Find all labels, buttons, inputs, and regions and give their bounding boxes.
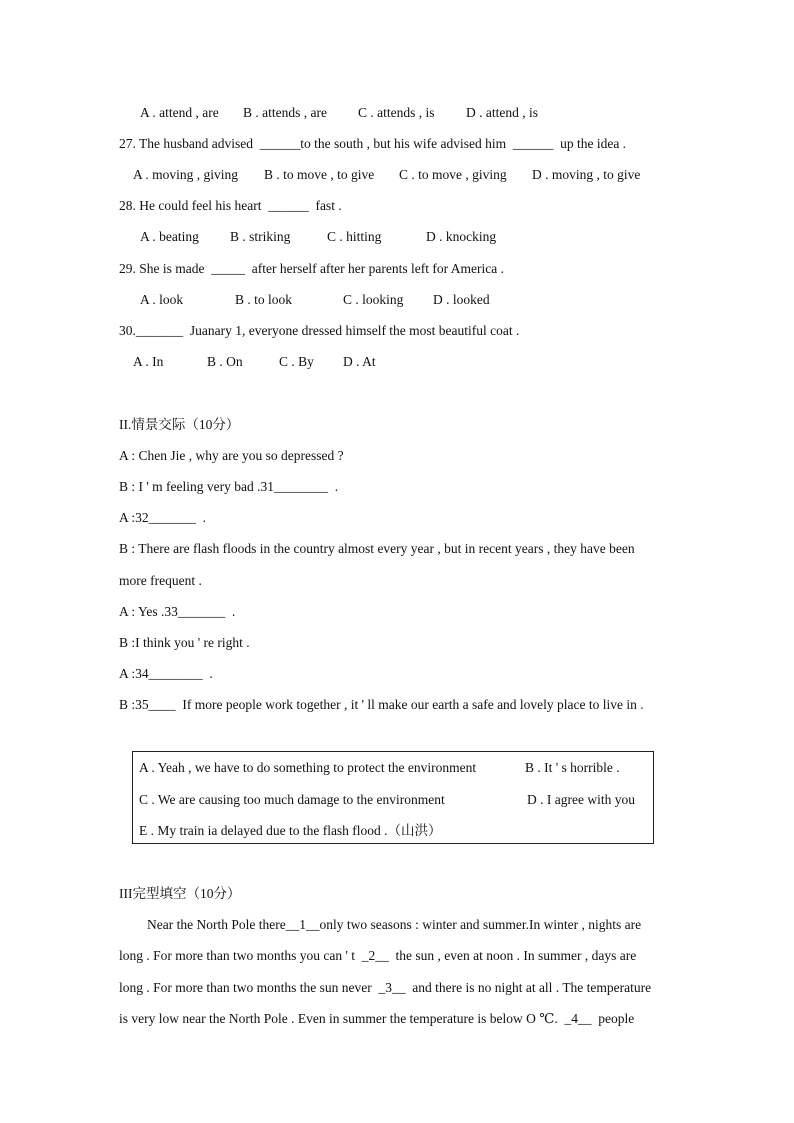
dialogue-line: more frequent . — [119, 573, 202, 588]
dialogue-line: A : Chen Jie , why are you so depressed ? — [119, 448, 344, 463]
q27-option-a: A . moving , giving — [133, 167, 239, 182]
q30-stem: 30._______ Juanary 1, everyone dressed himself the most beautiful coat . — [119, 323, 520, 338]
cloze-line: is very low near the North Pole . Even in summer the temperature is below O ℃. _4__ people — [119, 1011, 635, 1026]
q27-stem: 27. The husband advised ______to the south , but his wife advised him ______ up the idea . — [119, 136, 627, 151]
q27-option-c: C . to move , giving — [399, 167, 507, 182]
q28-option-b: B . striking — [230, 229, 291, 244]
q26-option-d: D . attend , is — [466, 105, 538, 120]
cloze-line: Near the North Pole there__1__only two seasons : winter and summer.In winter , nights are — [147, 917, 642, 932]
dialogue-line: B : There are flash floods in the country almost every year , but in recent years , they have been — [119, 541, 635, 556]
q29-option-c: C . looking — [343, 292, 404, 307]
q29-option-b: B . to look — [235, 292, 293, 307]
q29-option-a: A . look — [140, 292, 184, 307]
q27-option-d: D . moving , to give — [532, 167, 641, 182]
dialogue-line: A : Yes .33_______ . — [119, 604, 236, 619]
cloze-line: long . For more than two months you can ' t _2__ the sun , even at noon . In summer , days are — [119, 948, 637, 963]
q29-option-d: D . looked — [433, 292, 490, 307]
dialogue-line: A :34________ . — [119, 666, 213, 681]
dialogue-line: B :I think you ' re right . — [119, 635, 250, 650]
cloze-blank[interactable]: _2__ — [361, 948, 389, 963]
choice-a: A . Yeah , we have to do something to protect the environment — [139, 760, 477, 775]
q30-option-d: D . At — [343, 354, 376, 369]
choice-c: C . We are causing too much damage to the environment — [139, 792, 445, 807]
q28-option-c: C . hitting — [327, 229, 382, 244]
cloze-line: long . For more than two months the sun never _3__ and there is no night at all . The temperature — [119, 980, 652, 995]
q28-stem: 28. He could feel his heart ______ fast . — [119, 198, 342, 213]
q29-stem: 29. She is made _____ after herself after her parents left for America . — [119, 261, 504, 276]
q26-option-a: A . attend , are — [140, 105, 219, 120]
q30-option-a: A . In — [133, 354, 164, 369]
section-2-heading: II.情景交际（10分） — [119, 417, 240, 432]
dialogue-line: B : I ' m feeling very bad .31________ . — [119, 479, 339, 494]
dialogue-line: B :35____ If more people work together , it ' ll make our earth a safe and lovely place to live in . — [119, 697, 644, 712]
dialogue-line: A :32_______ . — [119, 510, 207, 525]
q27-option-b: B . to move , to give — [264, 167, 375, 182]
cloze-blank[interactable]: _3__ — [378, 980, 406, 995]
choice-b: B . It ' s horrible . — [525, 760, 620, 775]
q26-option-b: B . attends , are — [243, 105, 327, 120]
q30-option-c: C . By — [279, 354, 314, 369]
cloze-blank[interactable]: __1__ — [285, 917, 320, 932]
q30-option-b: B . On — [207, 354, 243, 369]
choice-e: E . My train ia delayed due to the flash flood .（山洪） — [139, 823, 442, 838]
choice-d: D . I agree with you — [527, 792, 635, 807]
q28-option-d: D . knocking — [426, 229, 497, 244]
q28-option-a: A . beating — [140, 229, 199, 244]
q26-option-c: C . attends , is — [358, 105, 435, 120]
section-3-heading: III完型填空（10分） — [119, 886, 241, 901]
cloze-blank[interactable]: _4__ — [564, 1011, 592, 1026]
